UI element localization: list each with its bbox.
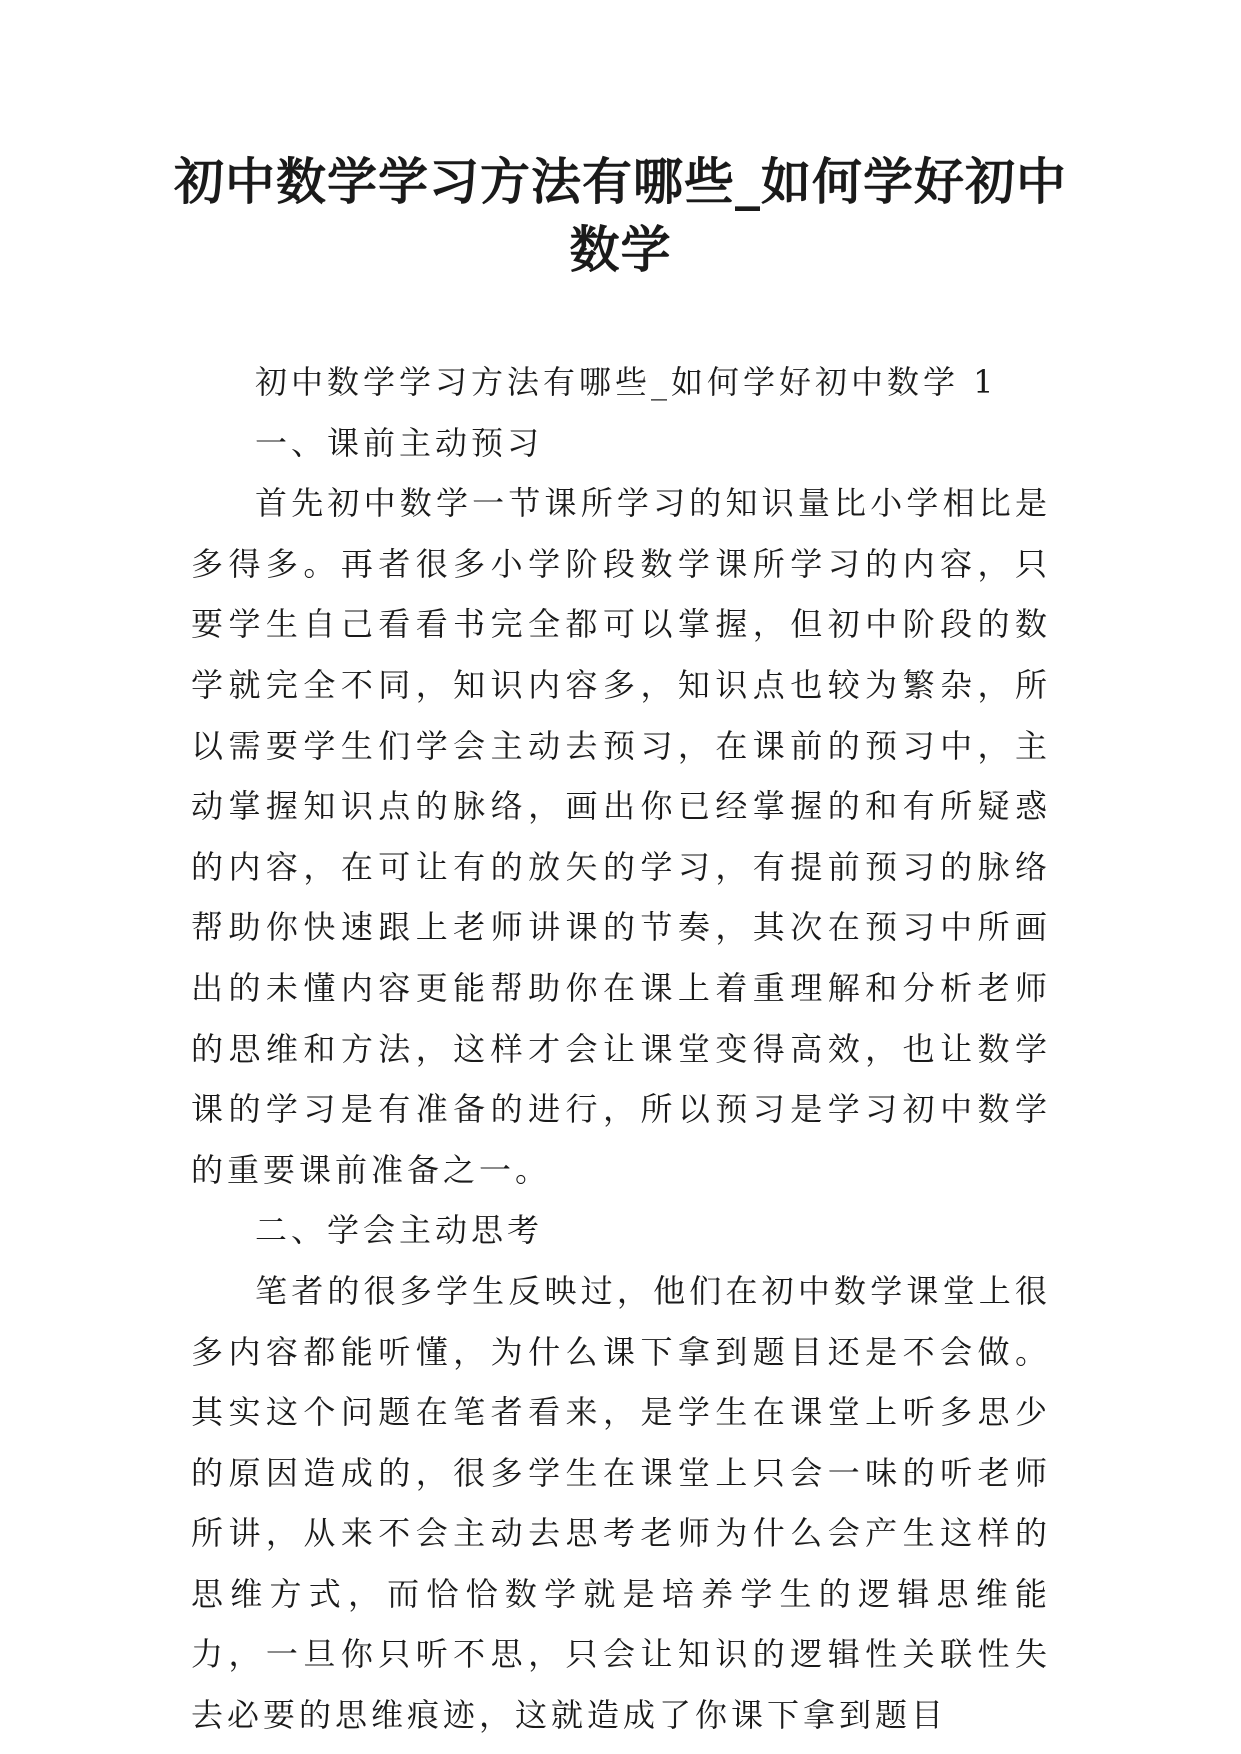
paragraph: 笔者的很多学生反映过，他们在初中数学课堂上很多内容都能听懂，为什么课下拿到题目还是不会做。其实这个问题在笔者看来，是学生在课堂上听多思少的原因造成的，很多学生在课堂上只会一味的听老师所讲，从来不会主动去思考老师为什么会产生这样的思维方式，而恰恰数学就是培养学生的逻辑思维能力，一旦你只听不思，只会让知识的逻辑性关联性失去必要的思维痕迹，这就造成了你课下拿到题目 <box>191 1271 1051 1735</box>
document-title: 初中数学学习方法有哪些_如何学好初中数学 <box>174 153 1067 279</box>
section-heading-2: 二、学会主动思考 <box>255 1211 544 1250</box>
section-heading-1: 一、课前主动预习 <box>255 423 544 462</box>
document-body <box>191 352 1051 1746</box>
paragraph: 首先初中数学一节课所学习的知识量比小学相比是多得多。再者很多小学阶段数学课所学习的内容，只要学生自己看看书完全都可以掌握，但初中阶段的数学就完全不同，知识内容多，知识点也较为繁杂，所以需要学生们学会主动去预习，在课前的预习中，主动掌握知识点的脉络，画出你已经掌握的和有所疑惑的内容，在可让有的放矢的学习，有提前预习的脉络帮助你快速跟上老师讲课的节奏，其次在预习中所画出的未懂内容更能帮助你在课上着重理解和分析老师的思维和方法，这样才会让课堂变得高效，也让数学课的学习是有准备的进行，所以预习是学习初中数学的重要课前准备之一。 <box>191 484 1051 1189</box>
paragraph-subtitle: 初中数学学习方法有哪些_如何学好初中数学 1 <box>255 363 998 401</box>
